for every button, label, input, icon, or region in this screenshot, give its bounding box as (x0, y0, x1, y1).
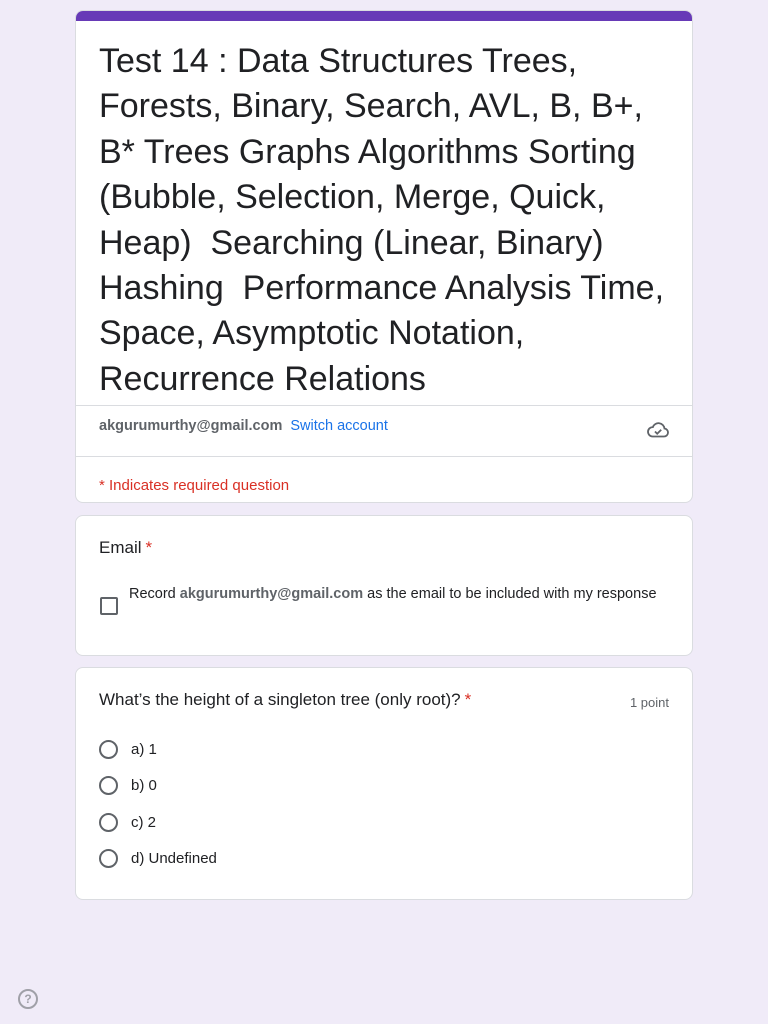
account-email: akgurumurthy@gmail.com (99, 418, 283, 434)
option-label: a) 1 (131, 740, 157, 758)
radio-button[interactable] (99, 740, 118, 759)
radio-button[interactable] (99, 813, 118, 832)
option-d[interactable] (99, 846, 217, 870)
form-title: Test 14 : Data Structures Trees, Forests, Binary, Search, AVL, B, B+, B* Trees Graphs Algorithms Sorting (Bubble, Selection, Merge, Quick, Heap) Searching (Linear, Binary) Hashing Performance Analysis Time, Space, Asymptotic Notation, Recurrence Relations (99, 42, 674, 398)
cloud-check-icon (646, 419, 670, 441)
option-b[interactable] (99, 773, 157, 797)
account-divider (76, 456, 692, 457)
option-label: d) Undefined (131, 849, 217, 867)
option-label: c) 2 (131, 813, 157, 831)
radio-button[interactable] (99, 849, 118, 868)
required-note: * Indicates required question (99, 477, 290, 494)
record-email-checkbox[interactable] (100, 597, 118, 615)
question-card (75, 667, 693, 900)
record-email: akgurumurthy@gmail.com (179, 586, 364, 602)
required-asterisk: * (464, 690, 472, 709)
question-title (99, 690, 471, 710)
question-points: 1 point (629, 695, 669, 710)
option-label: b) 0 (131, 776, 157, 794)
radio-button[interactable] (99, 776, 118, 795)
email-question-title (99, 538, 152, 558)
account-row (99, 418, 388, 434)
help-icon[interactable]: ? (18, 989, 38, 1009)
email-question-card (75, 515, 693, 656)
record-email-label (129, 584, 659, 605)
form-header-card (75, 10, 693, 503)
header-divider (76, 405, 692, 406)
option-c[interactable] (99, 810, 156, 834)
record-prefix: Record (129, 586, 176, 602)
switch-account-link[interactable]: Switch account (290, 418, 388, 434)
option-a[interactable] (99, 737, 157, 761)
record-suffix: as the email to be included with my response (367, 586, 657, 602)
required-asterisk: * (145, 538, 153, 557)
email-label: Email (99, 538, 142, 557)
header-accent-bar (76, 11, 692, 21)
question-text: What’s the height of a singleton tree (only root)? (99, 690, 461, 709)
